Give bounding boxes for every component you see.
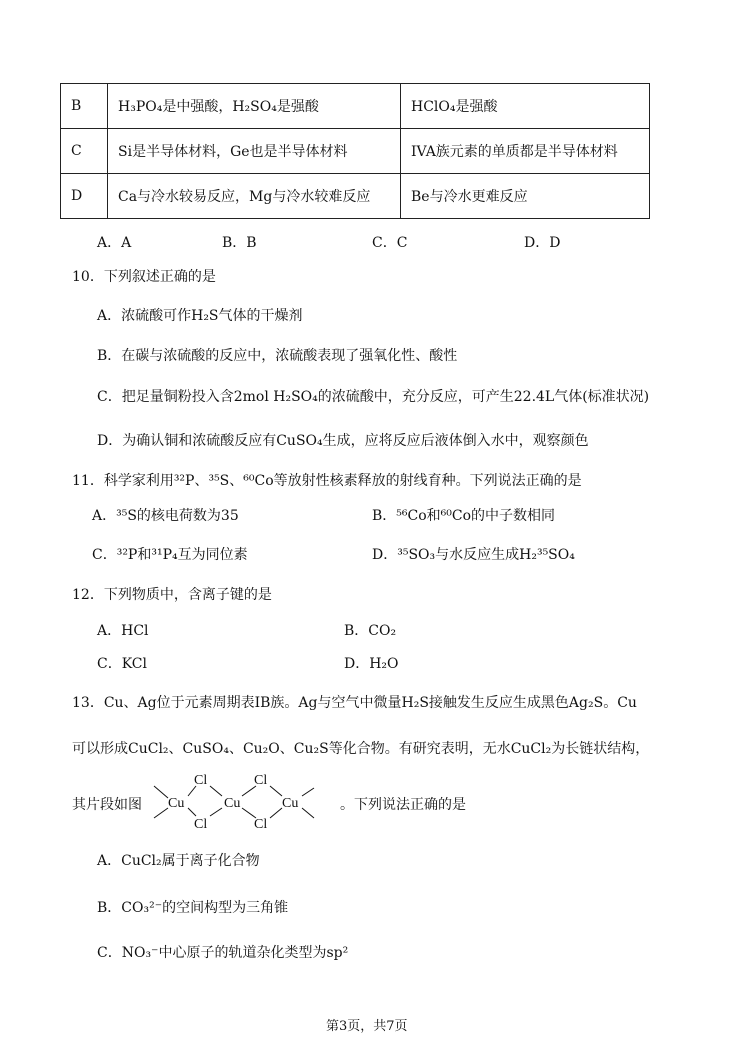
table-cell: D [61,174,108,219]
q12-stem: 12．下列物质中，含离子键的是 [72,587,272,603]
q13-line3-post: 。下列说法正确的是 [340,797,466,813]
q13-option-b: B．CO₃²⁻的空间构型为三角锥 [97,900,289,916]
table-cell: H₃PO₄是中强酸，H₂SO₄是强酸 [108,84,401,129]
q13-line1: 13．Cu、Ag位于元素周期表IB族。Ag与空气中微量H₂S接触发生反应生成黑色Ag₂S。Cu [72,695,637,711]
q11-option-a: A．³⁵S的核电荷数为35 [92,508,239,524]
table-cell: Si是半导体材料，Ge也是半导体材料 [108,129,401,174]
comparison-table [60,83,650,219]
q11-stem: 11．科学家利用³²P、³⁵S、⁶⁰Co等放射性核素释放的射线育种。下列说法正确的是 [72,473,582,489]
q9-choice-b: B．B [222,235,257,251]
table-cell: Ca与冷水较易反应，Mg与冷水较难反应 [108,174,401,219]
table-cell: C [61,129,108,174]
cl-atom-label: Cl [194,817,208,830]
q13-line3-pre: 其片段如图 [72,797,142,813]
cl-atom-label: Cl [194,773,208,788]
q13-option-c: C．NO₃⁻中心原子的轨道杂化类型为sp² [97,945,349,961]
q9-choice-a: A．A [97,235,132,251]
q12-option-b: B．CO₂ [344,623,397,639]
q13-line2: 可以形成CuCl₂、CuSO₄、Cu₂O、Cu₂S等化合物。有研究表明，无水CuCl₂为长链状结构， [72,741,650,757]
q11-option-c: C．³²P和³¹P₄互为同位素 [92,547,248,563]
table-row [61,84,650,129]
table-cell: Be与冷水更难反应 [401,174,650,219]
cl-atom-label: Cl [254,817,268,830]
table-cell: HClO₄是强酸 [401,84,650,129]
q10-option-a: A．浓硫酸可作H₂S气体的干燥剂 [97,308,303,324]
cl-atom-label: Cl [254,773,268,788]
table-row [61,174,650,219]
cu-atom-label: Cu [224,796,241,811]
q9-choice-c: C．C [372,235,408,251]
q9-choice-d: D．D [524,235,561,251]
q12-option-c: C．KCl [97,656,147,672]
q12-option-a: A．HCl [97,623,149,639]
q10-option-d: D．为确认铜和浓硫酸反应有CuSO₄生成，应将反应后液体倒入水中，观察颜色 [97,433,589,449]
cu-atom-label: Cu [282,796,299,811]
q10-stem: 10．下列叙述正确的是 [72,269,216,285]
q12-option-d: D．H₂O [344,656,399,672]
table-row [61,129,650,174]
page-footer: 第3页，共7页 [326,1019,408,1034]
q11-option-d: D．³⁵SO₃与水反应生成H₂³⁵SO₄ [372,547,575,563]
table-cell: IVA族元素的单质都是半导体材料 [401,129,650,174]
cu-atom-label: Cu [168,796,185,811]
q10-option-b: B．在碳与浓硫酸的反应中，浓硫酸表现了强氧化性、酸性 [97,348,458,364]
cucl2-chain-structure [150,768,340,830]
table-cell: B [61,84,108,129]
q10-option-c: C．把足量铜粉投入含2mol H₂SO₄的浓硫酸中，充分反应，可产生22.4L气体(标准状况) [97,389,650,405]
q11-option-b: B．⁵⁶Co和⁶⁰Co的中子数相同 [372,508,556,524]
q13-option-a: A．CuCl₂属于离子化合物 [97,853,260,869]
